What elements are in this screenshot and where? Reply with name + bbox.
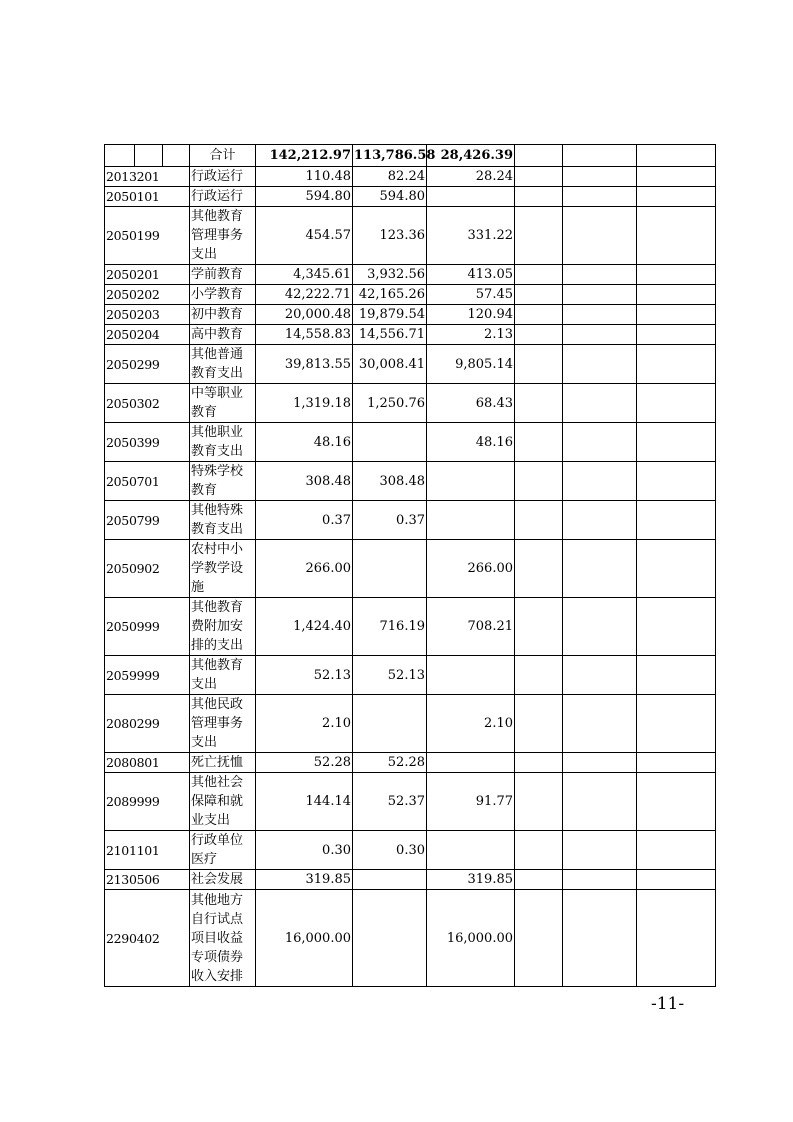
row-col3 [427, 656, 515, 695]
table-row [105, 265, 716, 285]
empty-cell [563, 285, 637, 305]
empty-cell [563, 656, 637, 695]
row-name: 死亡抚恤 [190, 753, 256, 773]
empty-cell [637, 384, 716, 423]
page-number: -11- [651, 994, 685, 1014]
row-col1: 1,319.18 [256, 384, 353, 423]
row-col3 [427, 187, 515, 207]
row-col2: 52.37 [353, 773, 427, 831]
empty-cell [637, 187, 716, 207]
total-col3: 28,426.39 [427, 145, 515, 167]
row-col2: 14,556.71 [353, 325, 427, 345]
table-row [105, 305, 716, 325]
row-code: 2080299 [105, 695, 190, 753]
row-name: 其他教育支出 [190, 656, 256, 695]
empty-cell [563, 384, 637, 423]
row-col1: 4,345.61 [256, 265, 353, 285]
empty-cell [515, 695, 563, 753]
row-col3: 331.22 [427, 207, 515, 265]
row-col1: 0.30 [256, 831, 353, 870]
row-col2 [353, 890, 427, 987]
row-name: 其他职业教育支出 [190, 423, 256, 462]
row-col2: 52.28 [353, 753, 427, 773]
row-col1: 16,000.00 [256, 890, 353, 987]
empty-cell [515, 753, 563, 773]
row-col2: 3,932.56 [353, 265, 427, 285]
table-row [105, 325, 716, 345]
table-row [105, 753, 716, 773]
row-col3: 68.43 [427, 384, 515, 423]
table-row [105, 501, 716, 540]
row-col3: 48.16 [427, 423, 515, 462]
row-col2: 123.36 [353, 207, 427, 265]
empty-cell [515, 285, 563, 305]
row-col1: 20,000.48 [256, 305, 353, 325]
empty-cell [637, 890, 716, 987]
row-code: 2089999 [105, 773, 190, 831]
total-col2: 113,786.58 [353, 145, 427, 167]
empty-cell [515, 345, 563, 384]
row-col3: 2.10 [427, 695, 515, 753]
row-col2: 42,165.26 [353, 285, 427, 305]
budget-table [104, 144, 716, 987]
empty-cell [637, 285, 716, 305]
row-col1: 110.48 [256, 167, 353, 187]
empty-cell [637, 167, 716, 187]
table-row [105, 831, 716, 870]
empty-cell [637, 773, 716, 831]
row-name: 其他民政管理事务支出 [190, 695, 256, 753]
empty-cell [515, 207, 563, 265]
table-row [105, 598, 716, 656]
row-col3 [427, 753, 515, 773]
table-row [105, 207, 716, 265]
table-row [105, 285, 716, 305]
empty-cell [515, 265, 563, 285]
empty-cell [563, 753, 637, 773]
row-name: 中等职业教育 [190, 384, 256, 423]
row-name: 其他社会保障和就业支出 [190, 773, 256, 831]
row-col2: 19,879.54 [353, 305, 427, 325]
empty-cell [563, 870, 637, 890]
row-col1: 52.28 [256, 753, 353, 773]
empty-cell [563, 305, 637, 325]
row-col3: 413.05 [427, 265, 515, 285]
empty-cell [563, 325, 637, 345]
row-code: 2050399 [105, 423, 190, 462]
row-col2: 308.48 [353, 462, 427, 501]
row-col1: 144.14 [256, 773, 353, 831]
row-col3 [427, 462, 515, 501]
row-name: 社会发展 [190, 870, 256, 890]
row-col3 [427, 831, 515, 870]
total-col1: 142,212.97 [256, 145, 353, 167]
empty-cell [563, 831, 637, 870]
row-code: 2050101 [105, 187, 190, 207]
row-name: 农村中小学教学设施 [190, 540, 256, 598]
row-col2: 716.19 [353, 598, 427, 656]
row-col1: 14,558.83 [256, 325, 353, 345]
row-code: 2050799 [105, 501, 190, 540]
row-code: 2050701 [105, 462, 190, 501]
empty-cell [515, 187, 563, 207]
empty-cell [515, 773, 563, 831]
table-row [105, 384, 716, 423]
empty-cell [515, 831, 563, 870]
row-col1: 42,222.71 [256, 285, 353, 305]
row-col2: 82.24 [353, 167, 427, 187]
row-col1: 0.37 [256, 501, 353, 540]
row-code: 2101101 [105, 831, 190, 870]
row-col3: 57.45 [427, 285, 515, 305]
empty-cell [515, 870, 563, 890]
row-code: 2059999 [105, 656, 190, 695]
row-col3: 319.85 [427, 870, 515, 890]
row-col2: 0.37 [353, 501, 427, 540]
table-row [105, 462, 716, 501]
empty-cell [637, 345, 716, 384]
row-code: 2050199 [105, 207, 190, 265]
empty-cell [637, 207, 716, 265]
row-col3: 91.77 [427, 773, 515, 831]
empty-cell [563, 695, 637, 753]
empty-cell [637, 598, 716, 656]
empty-cell [515, 656, 563, 695]
total-row [105, 145, 716, 167]
row-code: 2080801 [105, 753, 190, 773]
row-col2 [353, 870, 427, 890]
empty-cell [515, 423, 563, 462]
empty-cell [563, 187, 637, 207]
empty-cell [637, 325, 716, 345]
row-col3 [427, 501, 515, 540]
row-name: 其他教育费附加安排的支出 [190, 598, 256, 656]
row-code: 2050299 [105, 345, 190, 384]
row-col3: 2.13 [427, 325, 515, 345]
total-label: 合计 [190, 145, 256, 167]
empty-cell [515, 598, 563, 656]
row-col1: 48.16 [256, 423, 353, 462]
empty-cell [515, 540, 563, 598]
row-col3: 266.00 [427, 540, 515, 598]
row-col2: 0.30 [353, 831, 427, 870]
row-col3: 120.94 [427, 305, 515, 325]
row-name: 其他教育管理事务支出 [190, 207, 256, 265]
table-row [105, 773, 716, 831]
table-row [105, 695, 716, 753]
empty-cell [563, 423, 637, 462]
row-name: 行政运行 [190, 187, 256, 207]
empty-cell [563, 265, 637, 285]
empty-cell [563, 773, 637, 831]
empty-cell [563, 890, 637, 987]
empty-cell [637, 831, 716, 870]
row-name: 其他普通教育支出 [190, 345, 256, 384]
row-code: 2013201 [105, 167, 190, 187]
table-row [105, 890, 716, 987]
row-col1: 2.10 [256, 695, 353, 753]
row-code: 2050902 [105, 540, 190, 598]
row-name: 行政单位医疗 [190, 831, 256, 870]
empty-cell [515, 384, 563, 423]
row-col1: 319.85 [256, 870, 353, 890]
empty-cell [563, 345, 637, 384]
row-col1: 1,424.40 [256, 598, 353, 656]
empty-cell [637, 265, 716, 285]
row-col3: 708.21 [427, 598, 515, 656]
empty-cell [637, 462, 716, 501]
row-code: 2050999 [105, 598, 190, 656]
empty-cell [515, 890, 563, 987]
row-name: 行政运行 [190, 167, 256, 187]
row-code: 2050201 [105, 265, 190, 285]
row-col2: 1,250.76 [353, 384, 427, 423]
row-col2 [353, 540, 427, 598]
row-name: 高中教育 [190, 325, 256, 345]
table-row [105, 345, 716, 384]
row-col1: 594.80 [256, 187, 353, 207]
row-col2: 594.80 [353, 187, 427, 207]
row-name: 初中教育 [190, 305, 256, 325]
empty-cell [515, 501, 563, 540]
row-name: 小学教育 [190, 285, 256, 305]
table-row [105, 187, 716, 207]
empty-cell [563, 540, 637, 598]
row-code: 2050204 [105, 325, 190, 345]
empty-cell [637, 695, 716, 753]
row-col2 [353, 423, 427, 462]
table-row [105, 167, 716, 187]
row-name: 其他地方自行试点项目收益专项债券收入安排 [190, 890, 256, 987]
row-col3: 28.24 [427, 167, 515, 187]
row-col1: 52.13 [256, 656, 353, 695]
row-col2: 30,008.41 [353, 345, 427, 384]
row-name: 其他特殊教育支出 [190, 501, 256, 540]
empty-cell [563, 598, 637, 656]
empty-cell [637, 656, 716, 695]
row-col2 [353, 695, 427, 753]
empty-cell [637, 305, 716, 325]
row-col2: 52.13 [353, 656, 427, 695]
row-col3: 16,000.00 [427, 890, 515, 987]
row-code: 2050202 [105, 285, 190, 305]
row-col1: 454.57 [256, 207, 353, 265]
empty-cell [637, 870, 716, 890]
row-code: 2290402 [105, 890, 190, 987]
row-name: 学前教育 [190, 265, 256, 285]
empty-cell [637, 501, 716, 540]
table-row [105, 870, 716, 890]
table-row [105, 656, 716, 695]
row-col1: 308.48 [256, 462, 353, 501]
row-code: 2050302 [105, 384, 190, 423]
empty-cell [515, 305, 563, 325]
empty-cell [563, 462, 637, 501]
row-col1: 266.00 [256, 540, 353, 598]
empty-cell [637, 540, 716, 598]
empty-cell [637, 423, 716, 462]
table-row [105, 423, 716, 462]
empty-cell [515, 325, 563, 345]
row-code: 2130506 [105, 870, 190, 890]
empty-cell [637, 753, 716, 773]
empty-cell [563, 207, 637, 265]
empty-cell [563, 167, 637, 187]
row-name: 特殊学校教育 [190, 462, 256, 501]
empty-cell [515, 462, 563, 501]
row-col1: 39,813.55 [256, 345, 353, 384]
row-code: 2050203 [105, 305, 190, 325]
empty-cell [563, 501, 637, 540]
table-row [105, 540, 716, 598]
empty-cell [515, 167, 563, 187]
row-col3: 9,805.14 [427, 345, 515, 384]
